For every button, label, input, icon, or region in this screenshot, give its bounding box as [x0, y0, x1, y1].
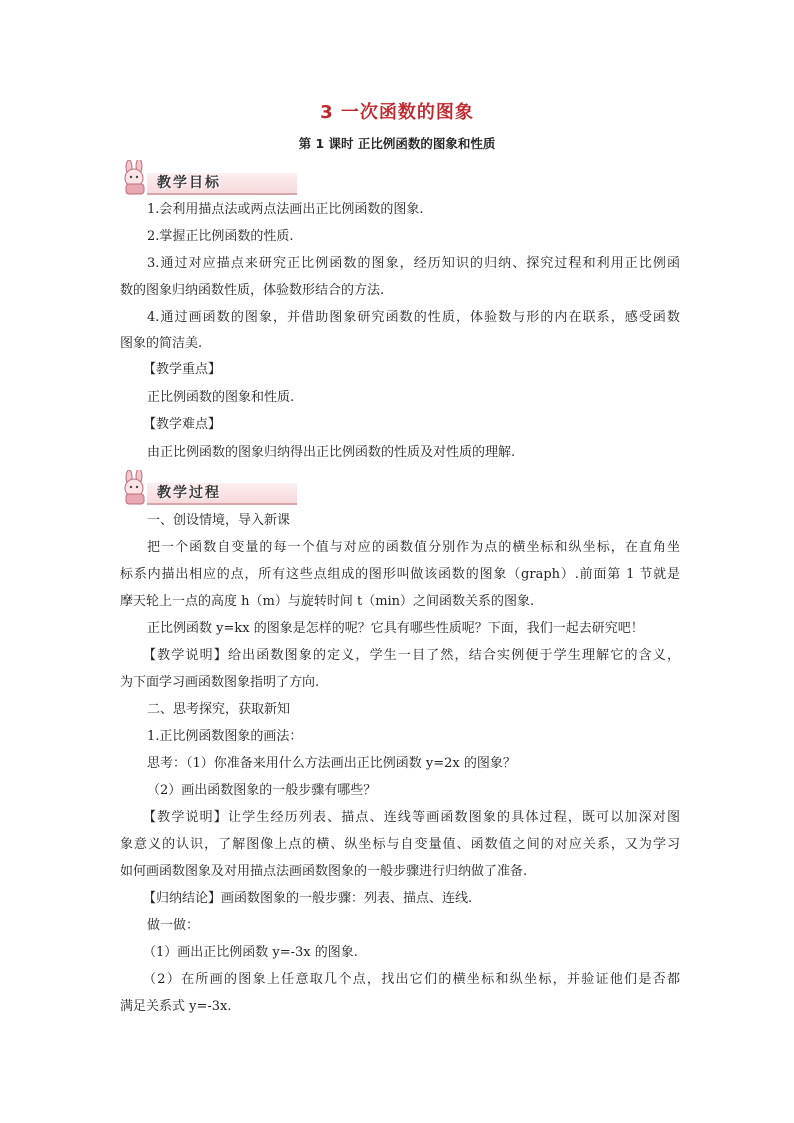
objectives-badge-label: 教学目标: [157, 175, 221, 191]
text-line: 1.会利用描点法或两点法画出正比例函数的图象.: [147, 202, 424, 217]
text-line: 数的图象归纳函数性质，体验数形结合的方法.: [120, 283, 385, 298]
lesson-subtitle: 第 1 课时 正比例函数的图象和性质: [298, 136, 496, 151]
text-line: 为下面学习画函数图象指明了方向.: [120, 675, 320, 690]
text-line: 思考：（1）你准备来用什么方法画出正比例函数 y=2x 的图象？: [147, 756, 516, 771]
text-line: 2.掌握正比例函数的性质.: [147, 229, 294, 244]
text-line: 摩天轮上一点的高度 h（m）与旋转时间 t（min）之间函数关系的图象.: [120, 594, 535, 609]
text-line: 把一个函数自变量的每一个值与对应的函数值分别作为点的横坐标和纵坐标，在直角坐: [147, 540, 680, 555]
key-points-heading: 【教学重点】: [143, 362, 222, 377]
rabbit-mascot-icon: [117, 470, 155, 506]
text-line: 如何画函数图象及对用描点法画函数图象的一般步骤进行归纳做了准备.: [120, 864, 528, 879]
text-line: （2）在所画的图象上任意取几个点，找出它们的横坐标和纵坐标，并验证他们是否都: [143, 972, 680, 987]
rabbit-mascot-icon: [117, 160, 155, 196]
text-line: 【教学说明】让学生经历列表、描点、连线等画函数图象的具体过程，既可以加深对图: [143, 810, 680, 825]
text-line: 做一做：: [147, 918, 200, 933]
text-line: 由正比例函数的图象归纳得出正比例函数的性质及对性质的理解.: [147, 445, 516, 460]
text-line: 正比例函数的图象和性质.: [147, 390, 295, 405]
process-badge-label: 教学过程: [157, 485, 221, 501]
text-line: 图象的简洁美.: [120, 336, 203, 351]
text-line: （1）画出正比例函数 y=-3x 的图象.: [143, 945, 358, 960]
objectives-section-badge: [117, 160, 307, 196]
text-line: 【归纳结论】画函数图象的一般步骤：列表、描点、连线.: [143, 891, 473, 906]
lesson-title: 3 一次函数的图象: [320, 102, 474, 123]
text-line: 【教学说明】给出函数图象的定义，学生一目了然，结合实例便于学生理解它的含义，: [143, 648, 680, 663]
text-line: 4.通过画函数的图象，并借助图象研究函数的性质，体验数与形的内在联系，感受函数: [147, 310, 680, 325]
text-line: 3.通过对应描点来研究正比例函数的图象，经历知识的归纳、探究过程和利用正比例函: [147, 256, 680, 271]
text-line: （2）画出函数图象的一般步骤有哪些？: [147, 783, 377, 798]
difficulties-heading: 【教学难点】: [143, 417, 222, 432]
text-line: 一、创设情境，导入新课: [147, 513, 291, 528]
process-section-badge: [117, 470, 307, 506]
text-line: 象意义的认识，了解图像上点的横、纵坐标与自变量值、函数值之间的对应关系，又为学习: [120, 837, 680, 852]
text-line: 满足关系式 y=-3x.: [120, 999, 232, 1014]
text-line: 正比例函数 y=kx 的图象是怎样的呢？它具有哪些性质呢？下面，我们一起去研究吧！: [147, 621, 644, 636]
text-line: 1.正比例函数图象的画法：: [147, 729, 303, 744]
text-line: 二、思考探究，获取新知: [147, 702, 291, 717]
text-line: 标系内描出相应的点，所有这些点组成的图形叫做该函数的图象（graph）.前面第 1 节就是: [120, 567, 680, 582]
